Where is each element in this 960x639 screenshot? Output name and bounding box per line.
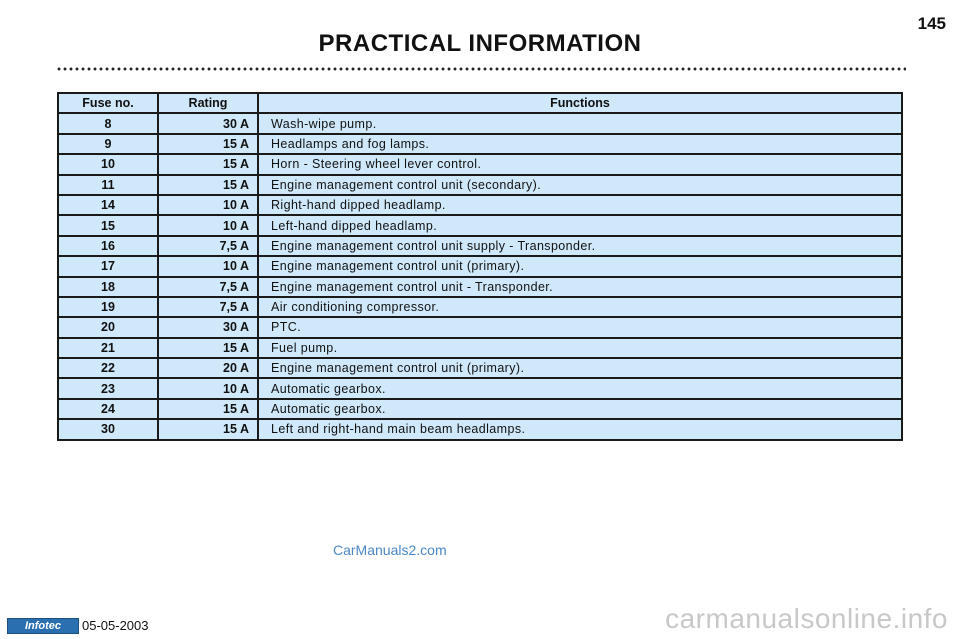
rating-cell: 7,5 A — [158, 297, 258, 317]
page-title: PRACTICAL INFORMATION — [318, 30, 642, 57]
function-cell: PTC. — [258, 317, 902, 337]
rating-cell: 15 A — [158, 154, 258, 174]
fuse-no-cell: 24 — [58, 399, 158, 419]
rating-cell: 20 A — [158, 358, 258, 378]
fuse-no-cell: 11 — [58, 175, 158, 195]
header-functions: Functions — [258, 93, 902, 113]
fuse-no-cell: 10 — [58, 154, 158, 174]
function-cell: Left-hand dipped headlamp. — [258, 215, 902, 235]
function-cell: Engine management control unit supply - Transponder. — [258, 236, 902, 256]
fuse-table — [57, 92, 903, 441]
fuse-no-cell: 19 — [58, 297, 158, 317]
footer-date: 05-05-2003 — [82, 618, 149, 633]
table-row — [58, 195, 902, 215]
table-row — [58, 256, 902, 276]
function-cell: Air conditioning compressor. — [258, 297, 902, 317]
page-number: 145 — [917, 14, 946, 33]
rating-cell: 30 A — [158, 113, 258, 133]
carmanuals-watermark[interactable]: CarManuals2.com — [333, 542, 447, 558]
table-row — [58, 399, 902, 419]
fuse-no-cell: 20 — [58, 317, 158, 337]
fuse-no-cell: 14 — [58, 195, 158, 215]
rating-cell: 10 A — [158, 256, 258, 276]
function-cell: Engine management control unit - Transponder. — [258, 277, 902, 297]
dotted-divider — [56, 66, 906, 72]
fuse-no-cell: 9 — [58, 134, 158, 154]
function-cell: Wash-wipe pump. — [258, 113, 902, 133]
header-rating: Rating — [158, 93, 258, 113]
rating-cell: 15 A — [158, 175, 258, 195]
table-row — [58, 154, 902, 174]
rating-cell: 7,5 A — [158, 236, 258, 256]
table-row — [58, 378, 902, 398]
function-cell: Horn - Steering wheel lever control. — [258, 154, 902, 174]
table-row — [58, 358, 902, 378]
fuse-no-cell: 18 — [58, 277, 158, 297]
function-cell: Engine management control unit (primary). — [258, 358, 902, 378]
fuse-no-cell: 8 — [58, 113, 158, 133]
function-cell: Left and right-hand main beam headlamps. — [258, 419, 902, 439]
header-fuse-no: Fuse no. — [58, 93, 158, 113]
function-cell: Automatic gearbox. — [258, 378, 902, 398]
site-watermark: carmanualsonline.info — [665, 603, 948, 634]
function-cell: Fuel pump. — [258, 338, 902, 358]
table-row — [58, 215, 902, 235]
rating-cell: 10 A — [158, 195, 258, 215]
infotec-logo: Infotec — [7, 618, 79, 634]
function-cell: Headlamps and fog lamps. — [258, 134, 902, 154]
fuse-no-cell: 21 — [58, 338, 158, 358]
fuse-no-cell: 23 — [58, 378, 158, 398]
rating-cell: 15 A — [158, 338, 258, 358]
rating-cell: 30 A — [158, 317, 258, 337]
rating-cell: 10 A — [158, 378, 258, 398]
table-row — [58, 236, 902, 256]
table-row — [58, 134, 902, 154]
function-cell: Engine management control unit (secondary). — [258, 175, 902, 195]
rating-cell: 15 A — [158, 134, 258, 154]
rating-cell: 15 A — [158, 399, 258, 419]
fuse-no-cell: 22 — [58, 358, 158, 378]
fuse-no-cell: 17 — [58, 256, 158, 276]
function-cell: Right-hand dipped headlamp. — [258, 195, 902, 215]
table-row — [58, 297, 902, 317]
table-row — [58, 277, 902, 297]
rating-cell: 10 A — [158, 215, 258, 235]
table-header-row — [58, 93, 902, 113]
fuse-no-cell: 30 — [58, 419, 158, 439]
rating-cell: 7,5 A — [158, 277, 258, 297]
table-row — [58, 419, 902, 439]
table-row — [58, 338, 902, 358]
function-cell: Engine management control unit (primary). — [258, 256, 902, 276]
table-row — [58, 175, 902, 195]
table-row — [58, 113, 902, 133]
table-row — [58, 317, 902, 337]
fuse-rows — [58, 113, 902, 439]
fuse-no-cell: 16 — [58, 236, 158, 256]
fuse-no-cell: 15 — [58, 215, 158, 235]
rating-cell: 15 A — [158, 419, 258, 439]
function-cell: Automatic gearbox. — [258, 399, 902, 419]
